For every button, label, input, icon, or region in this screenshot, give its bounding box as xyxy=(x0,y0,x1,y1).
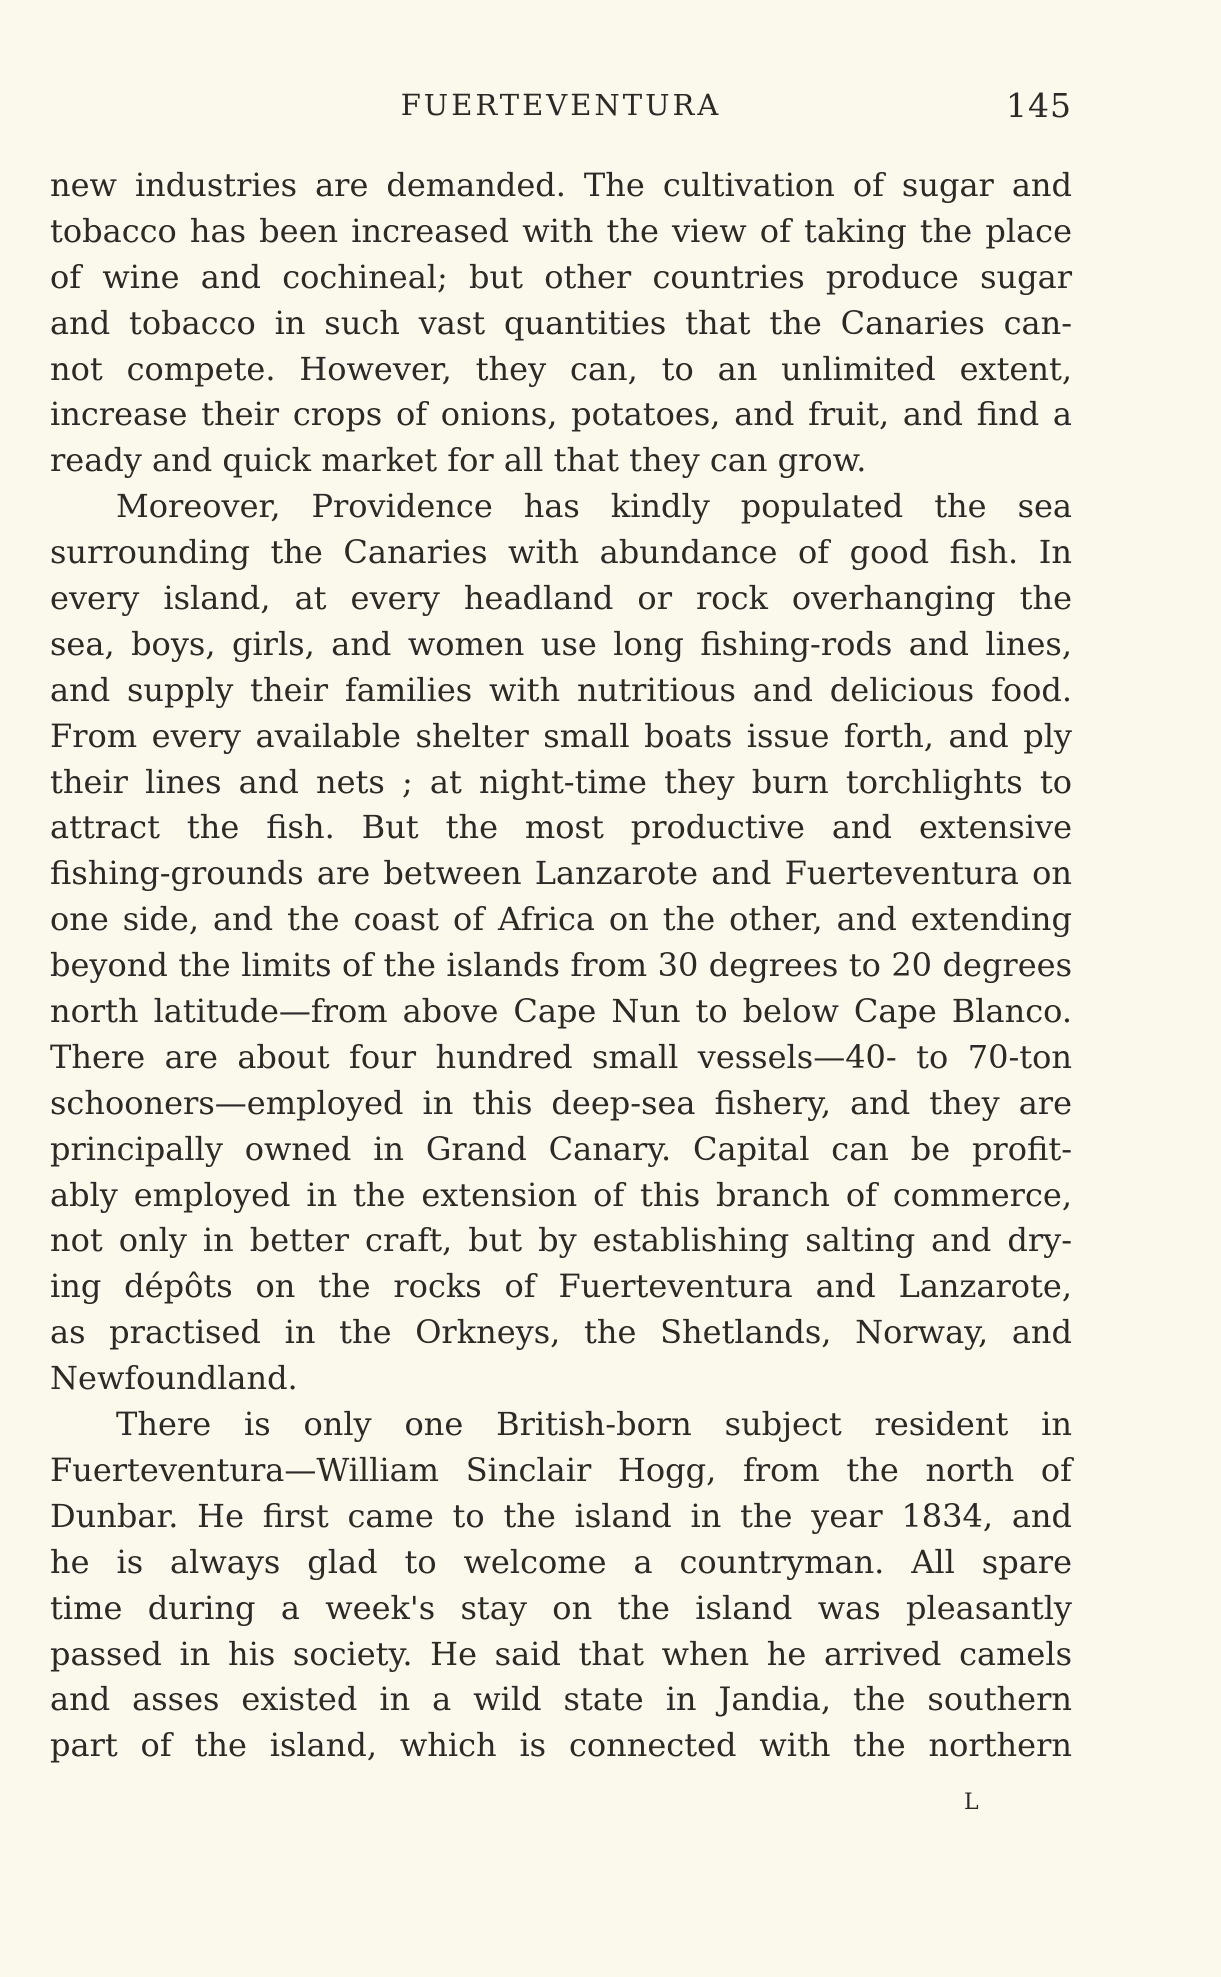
text-line: their lines and nets ; at night-time they burn torchlights to xyxy=(50,762,1072,801)
body-text xyxy=(50,163,1072,1769)
signature-mark: L xyxy=(964,1790,980,1815)
text-line: increase their crops of onions, potatoes, and fruit, and find a xyxy=(50,395,1072,434)
text-line: Newfoundland. xyxy=(50,1359,298,1398)
text-line: he is always glad to welcome a countryman. All spare xyxy=(50,1542,1072,1581)
running-head xyxy=(50,82,1072,132)
text-line: not only in better craft, but by establishing salting and dry- xyxy=(50,1221,1072,1260)
text-line: tobacco has been increased with the view of taking the place xyxy=(50,211,1072,250)
text-line: ing dépôts on the rocks of Fuerteventura and Lanzarote, xyxy=(50,1267,1072,1306)
text-line: one side, and the coast of Africa on the other, and extending xyxy=(50,900,1072,939)
text-line: attract the fish. But the most productive and extensive xyxy=(50,808,1072,847)
text-line: ably employed in the extension of this branch of commerce, xyxy=(50,1175,1072,1214)
text-line: every island, at every headland or rock overhanging the xyxy=(50,579,1072,618)
text-line: not compete. However, they can, to an unlimited extent, xyxy=(50,349,1072,388)
text-line: sea, boys, girls, and women use long fishing-rods and lines, xyxy=(50,624,1072,663)
text-line: time during a week's stay on the island was pleasantly xyxy=(50,1588,1072,1627)
text-line: beyond the limits of the islands from 30 degrees to 20 degrees xyxy=(50,946,1072,985)
text-line: Dunbar. He first came to the island in the year 1834, and xyxy=(50,1496,1072,1535)
text-line: surrounding the Canaries with abundance of good fish. In xyxy=(50,533,1072,572)
text-line: From every available shelter small boats issue forth, and ply xyxy=(50,716,1072,755)
text-line: schooners—employed in this deep-sea fishery, and they are xyxy=(50,1083,1072,1122)
text-line: fishing-grounds are between Lanzarote and Fuerteventura on xyxy=(50,854,1072,893)
text-line: principally owned in Grand Canary. Capital can be profit- xyxy=(50,1129,1072,1168)
running-title: FUERTEVENTURA xyxy=(400,88,722,122)
text-line: passed in his society. He said that when he arrived camels xyxy=(50,1634,1072,1673)
text-line: ready and quick market for all that they can grow. xyxy=(50,441,867,480)
text-line: new industries are demanded. The cultivation of sugar and xyxy=(50,166,1072,204)
text-line: There is only one British-born subject resident in xyxy=(116,1405,1072,1444)
text-line: Moreover, Providence has kindly populated the sea xyxy=(116,487,1072,526)
text-line: of wine and cochineal; but other countries produce sugar xyxy=(50,257,1072,296)
text-line: north latitude—from above Cape Nun to below Cape Blanco. xyxy=(50,992,1072,1031)
text-line: and asses existed in a wild state in Jandia, the southern xyxy=(50,1680,1072,1719)
text-line: and tobacco in such vast quantities that the Canaries can- xyxy=(50,303,1072,342)
text-line: Fuerteventura—William Sinclair Hogg, from the north of xyxy=(50,1450,1072,1489)
text-line: as practised in the Orkneys, the Shetlands, Norway, and xyxy=(50,1313,1072,1352)
text-line: and supply their families with nutritious and delicious food. xyxy=(50,670,1072,709)
page-number: 145 xyxy=(1006,86,1072,125)
text-line: part of the island, which is connected with the northern xyxy=(50,1726,1072,1765)
text-line: There are about four hundred small vessels—40- to 70-ton xyxy=(50,1037,1072,1076)
